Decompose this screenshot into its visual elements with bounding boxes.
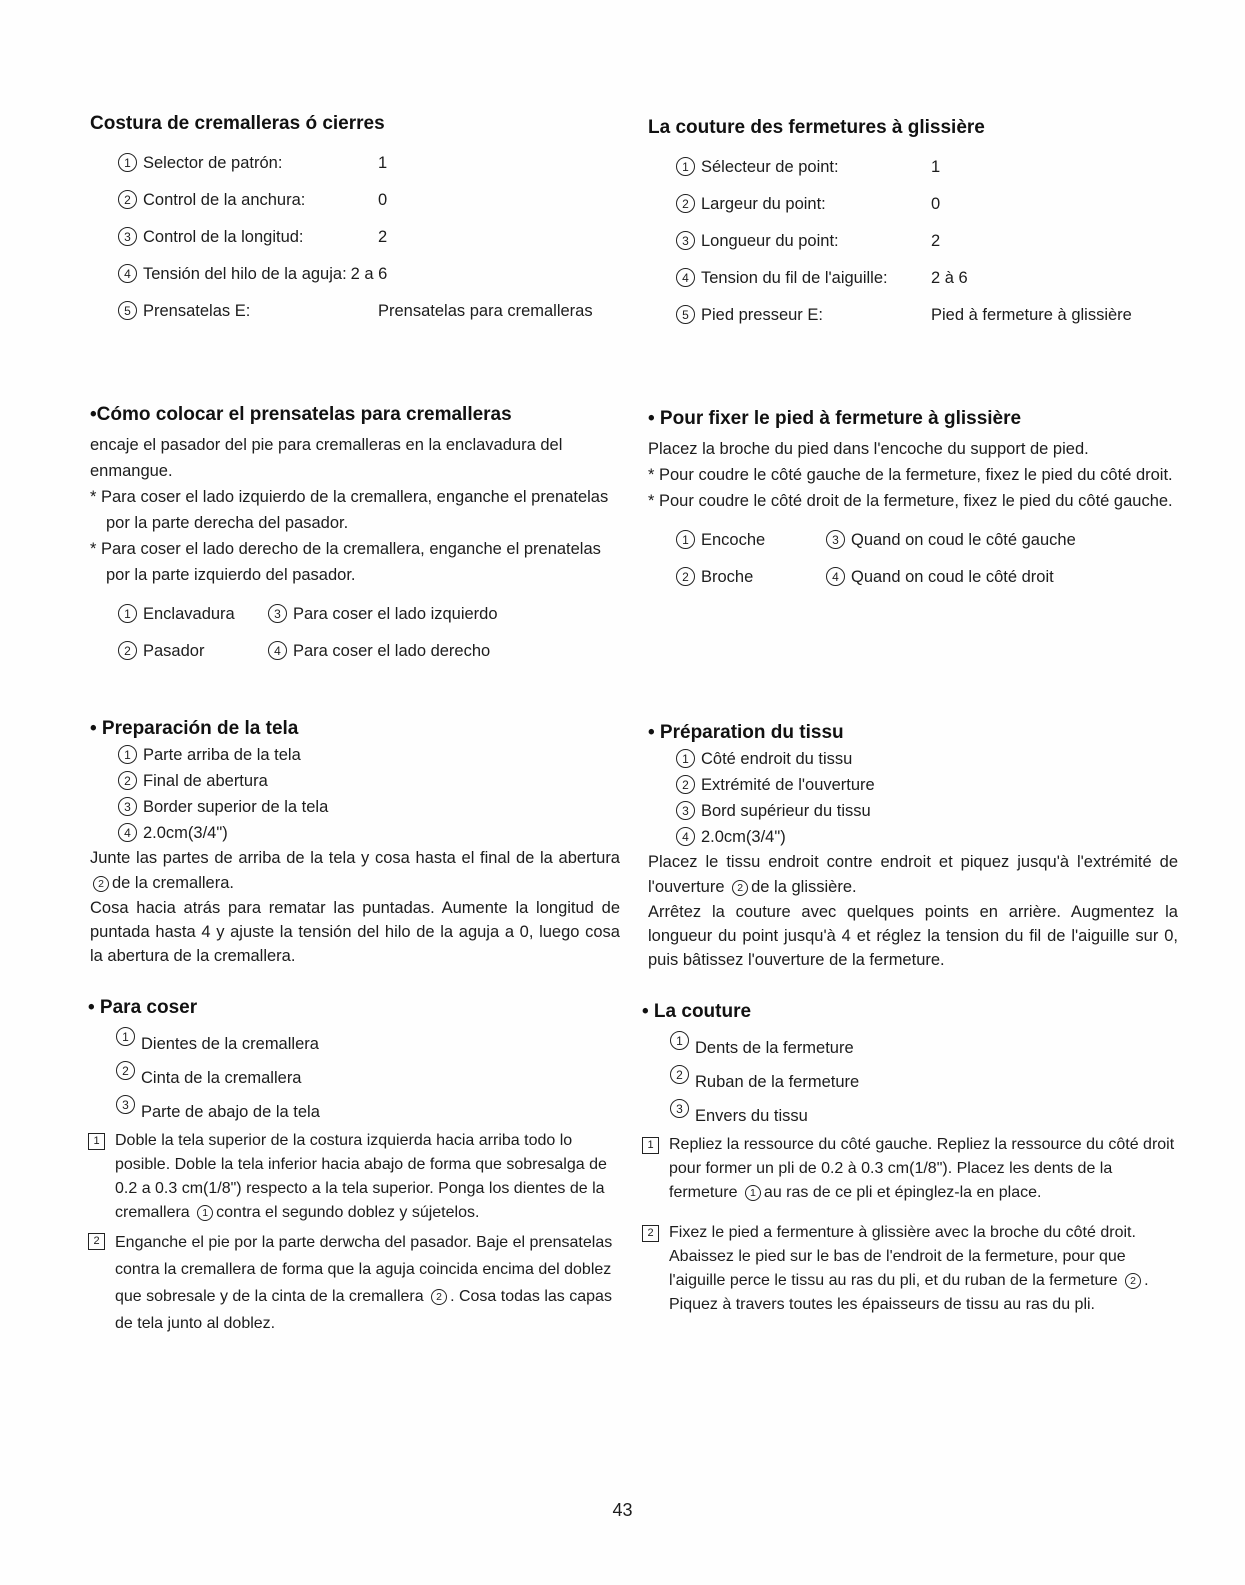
circled-number-2: 2 bbox=[676, 567, 695, 586]
spec-value: Prensatelas para cremalleras bbox=[378, 302, 593, 320]
list-item: 2 Cinta de la cremallera bbox=[116, 1061, 620, 1095]
spec-value: 0 bbox=[378, 191, 388, 209]
legend: 1 Encoche 3 Quand on coud le côté gauche 2 Broche 4 Quand on coud le côté droit bbox=[648, 522, 1178, 596]
step-1: 1 Repliez la ressource du côté gauche. Repliez la ressource du côté droit pour former un pli de 0.2 à 0.3 cm(1/8"). Placez les dents de la fermeture 1 au ras de ce pli et épinglez-la en place. bbox=[642, 1133, 1178, 1205]
section-title: •Cómo colocar el prensatelas para cremalleras bbox=[90, 404, 512, 425]
paragraph: Junte las partes de arriba de la tela y cosa hasta el final de la abertura 2 de la cremallera. bbox=[90, 849, 620, 892]
circled-number-4: 4 bbox=[676, 268, 695, 287]
spec-value: 2 bbox=[931, 232, 941, 250]
spec-row: 1 Selector de patrón: 1 bbox=[90, 145, 620, 182]
spec-row: 1 Sélecteur de point: 1 bbox=[648, 149, 1178, 186]
spec-row: 4 Tensión del hilo de la aguja: 2 a 6 bbox=[90, 256, 620, 293]
spec-value: 2 à 6 bbox=[931, 269, 968, 287]
step-number-box: 1 bbox=[88, 1133, 105, 1150]
spec-value: 1 bbox=[931, 158, 941, 176]
prep-section-es bbox=[90, 718, 620, 968]
circled-number-4: 4 bbox=[826, 567, 845, 586]
sew-section-es bbox=[88, 997, 620, 1337]
list-item: 2 Extrémité de l'ouverture bbox=[676, 772, 1178, 798]
circled-number-3: 3 bbox=[826, 530, 845, 549]
spec-row: 5 Pied presseur E: Pied à fermeture à glissière bbox=[648, 297, 1178, 334]
spec-row: 2 Control de la anchura: 0 bbox=[90, 182, 620, 219]
circled-number-1: 1 bbox=[197, 1205, 213, 1221]
spec-value: 2 bbox=[378, 228, 388, 246]
step-number-box: 2 bbox=[642, 1225, 659, 1242]
spec-value: 0 bbox=[931, 195, 941, 213]
circled-number-2: 2 bbox=[118, 641, 137, 660]
bullet-item: * Pour coudre le côté droit de la fermeture, fixez le pied du côté gauche. bbox=[648, 492, 1173, 510]
circled-number-1: 1 bbox=[745, 1185, 761, 1201]
list-item: 3 Parte de abajo de la tela bbox=[116, 1095, 620, 1129]
prep-list bbox=[90, 742, 620, 846]
circled-number-3: 3 bbox=[268, 604, 287, 623]
section-title: • Préparation du tissu bbox=[648, 722, 844, 743]
step-1: 1 Doble la tela superior de la costura izquierda hacia arriba todo lo posible. Doble la tela inferior hacia abajo de forma que sobresalga de 0.2 a 0.3 cm(1/8") respecto a la tela superior. Ponga los dientes de la cremallera 1 contra el segundo doblez y sújetelos. bbox=[88, 1129, 620, 1225]
circled-number-2: 2 bbox=[676, 775, 695, 794]
list-item: 2 Final de abertura bbox=[118, 768, 620, 794]
list-item: 1 Parte arriba de la tela bbox=[118, 742, 620, 768]
circled-number-3: 3 bbox=[118, 227, 137, 246]
spec-row: 2 Largeur du point: 0 bbox=[648, 186, 1178, 223]
foot-section-es bbox=[90, 404, 620, 670]
list-item: 3 Envers du tissu bbox=[670, 1099, 1178, 1133]
spec-value: 2 a 6 bbox=[350, 265, 388, 283]
prep-section-fr bbox=[648, 722, 1178, 972]
spec-row: 5 Prensatelas E: Prensatelas para cremalleras bbox=[90, 293, 620, 330]
list-item: 1 Dientes de la cremallera bbox=[116, 1027, 620, 1061]
section-intro: encaje el pasador del pie para cremalleras en la enclavadura del enmangue. bbox=[90, 436, 563, 480]
circled-number-3: 3 bbox=[116, 1095, 135, 1114]
list-item: 4 2.0cm(3/4") bbox=[118, 820, 620, 846]
foot-section-fr bbox=[648, 408, 1178, 596]
paragraph: Placez le tissu endroit contre endroit et piquez jusqu'à l'extrémité de l'ouverture 2 de la glissière. bbox=[648, 853, 1178, 896]
section-title: • Preparación de la tela bbox=[90, 718, 299, 739]
list-item: 3 Bord supérieur du tissu bbox=[676, 798, 1178, 824]
circled-number-4: 4 bbox=[676, 827, 695, 846]
spec-row: 3 Longueur du point: 2 bbox=[648, 223, 1178, 260]
circled-number-4: 4 bbox=[118, 264, 137, 283]
spec-block-es bbox=[90, 113, 620, 330]
circled-number-2: 2 bbox=[431, 1289, 447, 1305]
spec-value: Pied à fermeture à glissière bbox=[931, 306, 1132, 324]
bullet-item: * Para coser el lado derecho de la cremallera, enganche el prenatelas por la parte izquierdo del pasador. bbox=[90, 540, 601, 584]
section-title: • La couture bbox=[642, 1001, 752, 1022]
bullet-item: * Para coser el lado izquierdo de la cremallera, enganche el prenatelas por la parte derecha del pasador. bbox=[90, 488, 609, 532]
spec-row: 3 Control de la longitud: 2 bbox=[90, 219, 620, 256]
circled-number-1: 1 bbox=[118, 745, 137, 764]
circled-number-3: 3 bbox=[118, 797, 137, 816]
circled-number-3: 3 bbox=[670, 1099, 689, 1118]
page-number: 43 bbox=[612, 1500, 633, 1520]
circled-number-2: 2 bbox=[676, 194, 695, 213]
spec-block-fr bbox=[648, 117, 1178, 334]
paragraph: Cosa hacia atrás para rematar las puntadas. Aumente la longitud de puntada hasta 4 y ajuste la tensión del hilo de la aguja a 0, luego cosa la abertura de la cremallera. bbox=[90, 899, 620, 965]
section-title: Costura de cremalleras ó cierres bbox=[90, 113, 385, 134]
circled-number-3: 3 bbox=[676, 801, 695, 820]
list-item: 1 Dents de la fermeture bbox=[670, 1031, 1178, 1065]
circled-number-1: 1 bbox=[118, 604, 137, 623]
circled-number-1: 1 bbox=[116, 1027, 135, 1046]
sew-section-fr bbox=[642, 1001, 1178, 1317]
circled-number-1: 1 bbox=[676, 157, 695, 176]
sew-list bbox=[88, 1027, 620, 1129]
section-title: La couture des fermetures à glissière bbox=[648, 117, 985, 138]
sew-list bbox=[642, 1031, 1178, 1133]
list-item: 3 Border superior de la tela bbox=[118, 794, 620, 820]
circled-number-1: 1 bbox=[676, 749, 695, 768]
bullet-item: * Pour coudre le côté gauche de la fermeture, fixez le pied du côté droit. bbox=[648, 466, 1173, 484]
circled-number-2: 2 bbox=[93, 876, 109, 892]
circled-number-1: 1 bbox=[118, 153, 137, 172]
circled-number-3: 3 bbox=[676, 231, 695, 250]
list-item: 4 2.0cm(3/4") bbox=[676, 824, 1178, 850]
circled-number-2: 2 bbox=[1125, 1273, 1141, 1289]
section-intro: Placez la broche du pied dans l'encoche du support de pied. bbox=[648, 440, 1089, 458]
legend: 1 Enclavadura 3 Para coser el lado izquierdo 2 Pasador 4 Para coser el lado derecho bbox=[90, 596, 620, 670]
circled-number-2: 2 bbox=[670, 1065, 689, 1084]
circled-number-5: 5 bbox=[676, 305, 695, 324]
section-title: • Pour fixer le pied à fermeture à glissière bbox=[648, 408, 1022, 429]
spec-row: 4 Tension du fil de l'aiguille: 2 à 6 bbox=[648, 260, 1178, 297]
step-2: 2 Enganche el pie por la parte derwcha del pasador. Baje el prensatelas contra la cremallera de forma que la aguja coincida encima del doblez que sobresale y de la cinta de la cremallera 2 . Cosa todas las capas de tela junto al doblez. bbox=[88, 1229, 620, 1337]
paragraph: Arrêtez la couture avec quelques points en arrière. Augmentez la longueur du point jusqu'à 4 et réglez la tension du fil de l'aiguille sur 0, puis bâtissez l'ouverture de la fermeture. bbox=[648, 903, 1178, 969]
circled-number-1: 1 bbox=[670, 1031, 689, 1050]
prep-list bbox=[648, 746, 1178, 850]
circled-number-4: 4 bbox=[118, 823, 137, 842]
step-number-box: 2 bbox=[88, 1233, 105, 1250]
spec-value: 1 bbox=[378, 154, 388, 172]
circled-number-2: 2 bbox=[732, 880, 748, 896]
circled-number-4: 4 bbox=[268, 641, 287, 660]
list-item: 1 Côté endroit du tissu bbox=[676, 746, 1178, 772]
step-number-box: 1 bbox=[642, 1137, 659, 1154]
step-2: 2 Fixez le pied a fermenture à glissière avec la broche du côté droit. Abaissez le pied sur le bas de l'endroit de la fermeture, pour que l'aiguille perce le tissu au ras du pli, et du ruban de la fermeture 2 . Piquez à travers toutes les épaisseurs de tissu au ras du pli. bbox=[642, 1221, 1178, 1317]
section-title: • Para coser bbox=[88, 997, 198, 1018]
circled-number-1: 1 bbox=[676, 530, 695, 549]
circled-number-5: 5 bbox=[118, 301, 137, 320]
circled-number-2: 2 bbox=[118, 190, 137, 209]
list-item: 2 Ruban de la fermeture bbox=[670, 1065, 1178, 1099]
circled-number-2: 2 bbox=[116, 1061, 135, 1080]
circled-number-2: 2 bbox=[118, 771, 137, 790]
